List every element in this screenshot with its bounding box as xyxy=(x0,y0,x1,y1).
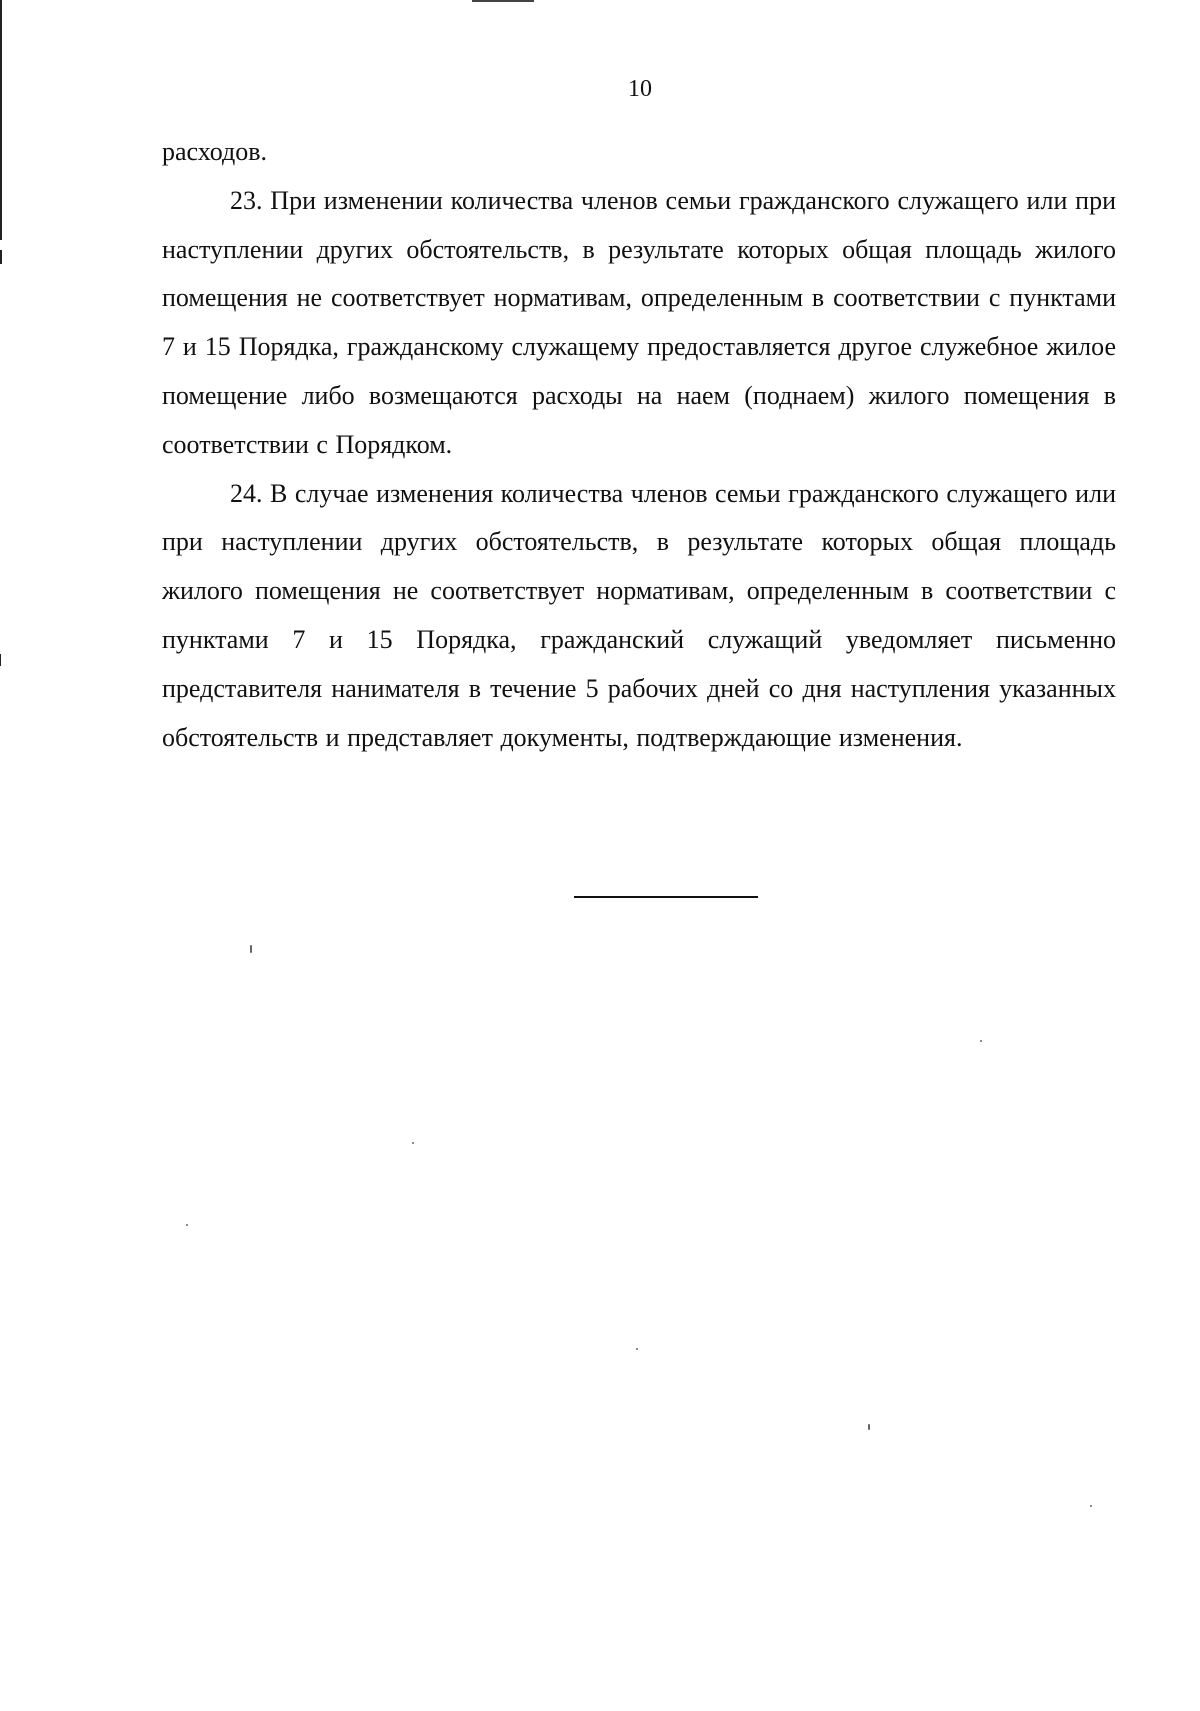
scan-speck xyxy=(186,1224,188,1226)
paragraph-23: 23. При изменении количества членов семьи гражданского служащего или при наступлении других обстоятельств, в результате которых общая площадь жилого помещения не соответствует нормативам, определенным в соответствии с пунктами 7 и 15 Порядка, гражданскому служащему предоставляется другое служебное жилое помещение либо возмещаются расходы на наем (поднаем) жилого помещения в соответствии с Порядком. xyxy=(162,185,1116,459)
scan-top-mark xyxy=(472,0,534,2)
scan-left-edge-mark xyxy=(0,0,2,240)
body-text xyxy=(162,128,1116,762)
scan-speck xyxy=(1090,1505,1092,1507)
scan-left-edge-mark xyxy=(0,654,1,666)
paragraph-24: 24. В случае изменения количества членов семьи гражданского служащего или при наступлении других обстоятельств, в результате которых общая площадь жилого помещения не соответствует нормативам, определенным в соответствии с пунктами 7 и 15 Порядка, гражданский служащий уведомляет письменно представителя нанимателя в течение 5 рабочих дней со дня наступления указанных обстоятельств и представляет документы, подтверждающие изменения. xyxy=(162,478,1116,752)
scan-left-edge-mark xyxy=(0,250,2,264)
scan-speck xyxy=(980,1040,982,1042)
scan-speck xyxy=(412,1142,414,1144)
page-number: 10 xyxy=(628,76,652,102)
scan-speck xyxy=(636,1348,638,1350)
scan-speck xyxy=(250,945,252,953)
paragraph-continuation: расходов. xyxy=(162,137,268,166)
scan-speck xyxy=(868,1424,870,1430)
end-of-document-rule xyxy=(574,896,758,898)
